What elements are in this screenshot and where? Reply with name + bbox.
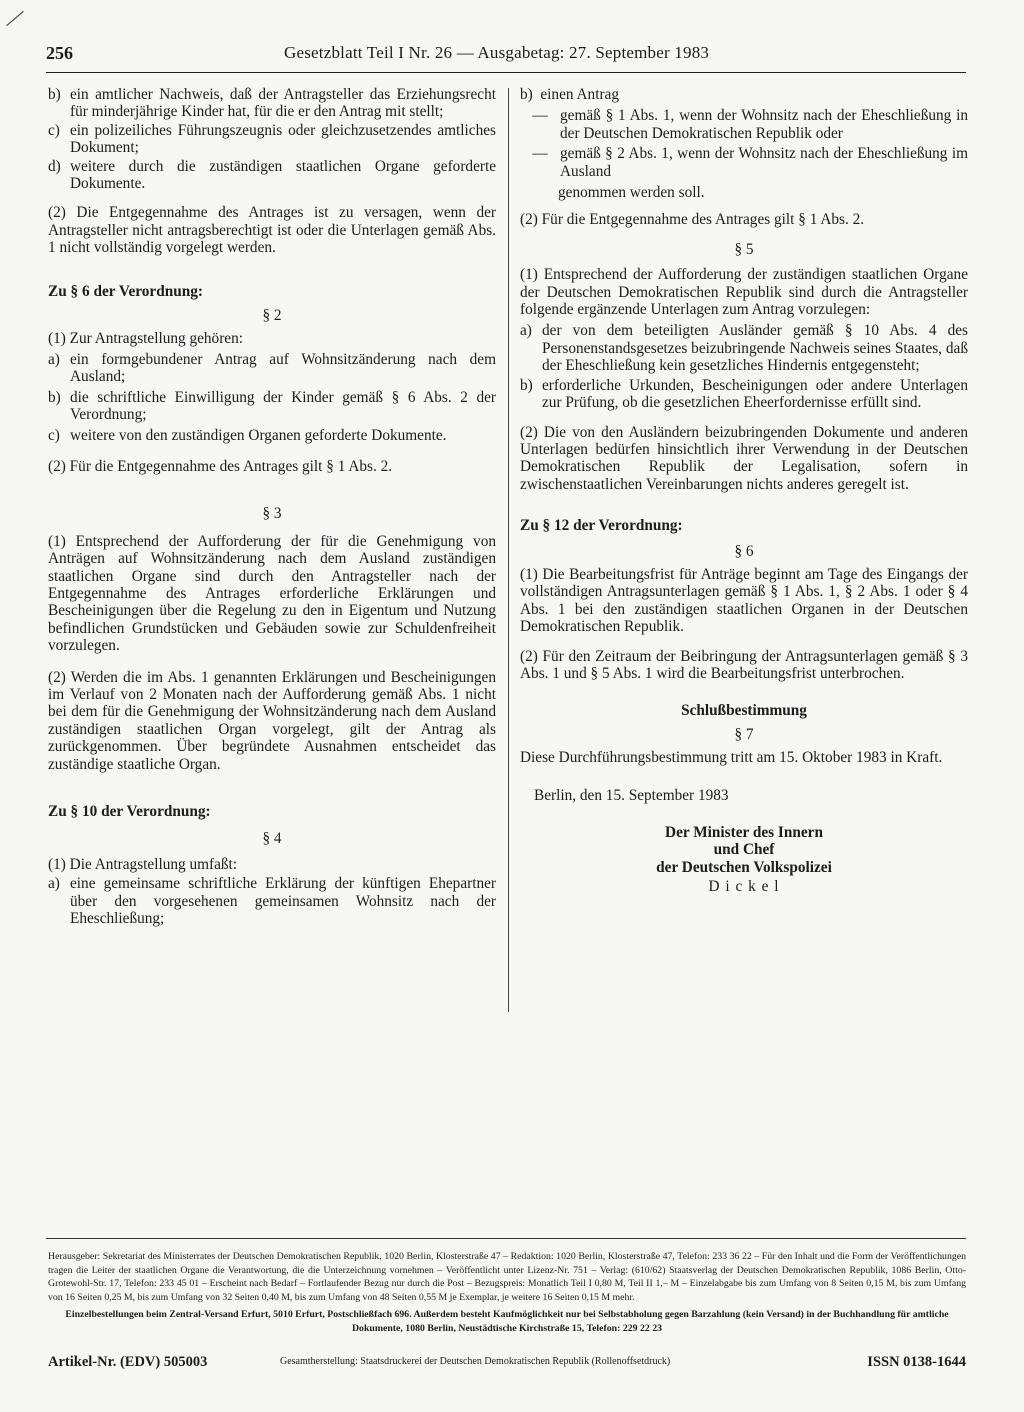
date-line: Berlin, den 15. September 1983 [534, 786, 729, 804]
paragraph: (1) Die Antragstellung umfaßt: [48, 855, 238, 873]
list-item [48, 351, 496, 386]
item-label: — [532, 145, 548, 163]
paragraph-number: § 3 [262, 505, 282, 523]
running-head: Gesetzblatt Teil I Nr. 26 — Ausgabetag: 27. September 1983 [284, 43, 710, 62]
item-label: d) [48, 157, 61, 175]
dash-item [520, 145, 968, 180]
signature-title: Der Minister des Innern [665, 824, 823, 841]
paragraph-number: § 4 [262, 830, 282, 848]
list-item [48, 389, 496, 424]
paragraph: (1) Zur Antragstellung gehören: [48, 330, 243, 348]
list-item [520, 322, 968, 374]
section-heading: Zu § 10 der Verordnung: [48, 803, 211, 820]
orders-text: Einzelbestellungen beim Zentral-Versand Erfurt, 5010 Erfurt, Postschließfach 696. Außerdem besteht Kaufmöglichkeit nur bei Selbstabholung gegen Barzahlung (kein Versand) in der Buchhandlung für amtliche Dokumente, 1080 Berlin, Neustädtische Kirchstraße 15, Telefon: 229 22 23 [65, 1309, 949, 1334]
list-item [48, 158, 496, 193]
section-heading: Zu § 6 der Verordnung: [48, 282, 203, 300]
item-label: b) [48, 388, 61, 406]
paragraph-number: § 2 [262, 307, 282, 325]
paragraph: (1) Die Bearbeitungsfrist für Anträge beginnt am Tage des Eingangs der vollständigen Antragsunterlagen gemäß § 1 Abs. 1, § 2 Abs. 1 oder § 4 Abs. 1 bei den zuständigen staatlichen Organen in der Deutschen Demokratischen Republik. [520, 565, 968, 636]
item-label: c) [48, 121, 60, 139]
paragraph: Diese Durchführungsbestimmung tritt am 15. Oktober 1983 in Kraft. [520, 749, 943, 767]
item-text: der von dem beteiligten Ausländer gemäß § 10 Abs. 4 des Personenstandsgesetzes beizubringende Nachweis seines Staates, daß der Eheschließung kein gesetzliches Hindernis entgegensteht; [542, 322, 968, 375]
item-text: ein amtlicher Nachweis, daß der Antragsteller das Erziehungsrecht für minderjährige Kinder hat, für die er den Antrag mit stellt; [70, 86, 496, 121]
list-item [48, 86, 496, 121]
paragraph-number: § 5 [734, 240, 754, 258]
imprint-text: Herausgeber: Sekretariat des Ministerrates der Deutschen Demokratischen Republik, 1020 Berlin, Klosterstraße 47 – Redaktion: 1020 Berlin, Klosterstraße 47, Telefon: 233 36 22 – Für den Inhalt und die Form der Veröffentlichungen tragen die Leiter der staatlichen Organe die Verantwortung, die die Unterzeichnung vornehmen – Veröffentlicht unter Lizenz-Nr. 751 – Verlag: (610/62) Staatsverlag der Deutschen Demokratischen Republik, 1086 Berlin, Otto-Grotewohl-Str. 17, Telefon: 233 45 01 – Erscheint nach Bedarf – Fortlaufender Bezug nur durch die Post – Bezugspreis: Monatlich Teil I 0,80 M, Teil II 1,– M – Einzelabgabe bis zum Umfang von 8 Seiten 0,15 M, bis zum Umfang von 16 Seiten 0,25 M, bis zum Umfang von 32 Seiten 0,40 M, bis zum Umfang von 48 Seiten 0,55 M je Exemplar, je weitere 16 Seiten 0,15 M mehr. [48, 1251, 966, 1303]
footer-rule [46, 1238, 966, 1239]
paragraph: genommen werden soll. [558, 184, 705, 202]
item-label: b) [520, 376, 533, 394]
item-label: a) [48, 350, 60, 368]
paragraph-number: § 6 [734, 542, 754, 560]
paragraph: (2) Für die Entgegennahme des Antrages gilt § 1 Abs. 2. [520, 211, 865, 229]
list-item: b) einen Antrag [520, 86, 619, 103]
paragraph: (2) Für die Entgegennahme des Antrages gilt § 1 Abs. 2. [48, 457, 393, 475]
item-text: erforderliche Urkunden, Bescheinigungen oder andere Unterlagen zur Prüfung, ob die gesetzlichen Eheerfordernisse erfüllt sind. [542, 376, 968, 412]
section-heading: Zu § 12 der Verordnung: [520, 517, 683, 535]
signature-title: und Chef [713, 841, 775, 859]
signature-title: der Deutschen Volkspolizei [656, 858, 832, 876]
item-text: gemäß § 1 Abs. 1, wenn der Wohnsitz nach der Eheschließung in der Deutschen Demokratischen Republik oder [560, 107, 968, 142]
paragraph: (2) Die Entgegennahme des Antrages ist zu versagen, wenn der Antragsteller nicht antragsberechtigt ist oder die Unterlagen gemäß Abs. 1 nicht vollständig vorgelegt werden. [48, 204, 496, 257]
item-text: weitere von den zuständigen Organen geforderte Dokumente. [70, 426, 447, 444]
item-text: die schriftliche Einwilligung der Kinder gemäß § 6 Abs. 2 der Verordnung; [70, 388, 496, 424]
item-label: c) [48, 426, 60, 444]
page-header [46, 40, 966, 73]
paragraph: (2) Die von den Ausländern beizubringenden Dokumente und anderen Unterlagen bedürfen hinsichtlich ihrer Verwendung in der Deutschen Demokratischen Republik der Legalisation, sofern in zwischenstaatlichen Vereinbarungen nichts anderes geregelt ist. [520, 423, 968, 493]
dash-item [520, 107, 968, 142]
article-number: Artikel-Nr. (EDV) 505003 [48, 1354, 208, 1370]
page-number: 256 [46, 43, 73, 63]
item-label: b) [48, 86, 61, 103]
item-text: weitere durch die zuständigen staatlichen Organe geforderte Dokumente. [70, 157, 496, 193]
pencil-mark [6, 11, 23, 26]
issn: ISSN 0138-1644 [867, 1354, 966, 1370]
printer-note: Gesamtherstellung: Staatsdruckerei der Deutschen Demokratischen Republik (Rollenoffsetdruck) [280, 1356, 671, 1367]
list-item [48, 875, 496, 927]
left-column [48, 86, 496, 927]
paragraph: (1) Entsprechend der Aufforderung der für die Genehmigung von Anträgen auf Wohnsitzänderung nach dem Ausland zuständigen staatlichen Organe sind durch den Antragsteller nach der Entgegennahme des Antrages erforderliche Erklärungen und Bescheinigungen über die Regelung zu den in Eigentum und Nutzung befindlichen Grundstücken und Gebäuden sowie zur Schuldenfreiheit vorzulegen. [48, 532, 496, 655]
paragraph-number: § 7 [734, 725, 754, 743]
signature-name: D i c k e l [708, 878, 780, 896]
footer-imprint [48, 1250, 966, 1336]
item-label: a) [520, 322, 532, 340]
list-item [48, 122, 496, 157]
item-text: ein polizeiliches Führungszeugnis oder gleichzusetzendes amtliches Dokument; [70, 121, 496, 157]
column-divider [508, 88, 509, 1012]
list-item [520, 377, 968, 412]
item-label: — [532, 107, 548, 125]
footer-bottom [48, 1352, 966, 1376]
item-label: a) [48, 875, 60, 893]
right-column [520, 86, 968, 896]
list-item [48, 427, 496, 444]
section-heading: Schlußbestimmung [681, 702, 807, 720]
paragraph: (2) Für den Zeitraum der Beibringung der Antragsunterlagen gemäß § 3 Abs. 1 und § 5 Abs. 1 wird die Bearbeitungsfrist unterbrochen. [520, 647, 968, 682]
item-text: gemäß § 2 Abs. 1, wenn der Wohnsitz nach der Eheschließung im Ausland [560, 145, 968, 180]
paragraph: (2) Werden die im Abs. 1 genannten Erklärungen und Bescheinigungen im Verlauf von 2 Monaten nach der Aufforderung gemäß Abs. 1 nicht bei dem für die Genehmigung der Wohnsitzänderung nach dem Ausland zuständigen staatlichen Organ vorgelegt, gilt der Antrag als zurückgenommen. Über begründete Ausnahmen entscheidet das zuständige staatliche Organ. [48, 668, 496, 773]
item-text: eine gemeinsame schriftliche Erklärung der künftigen Ehepartner über den vorgesehenen gemeinsamen Wohnsitz nach der Eheschließung; [70, 875, 496, 928]
item-text: ein formgebundener Antrag auf Wohnsitzänderung nach dem Ausland; [70, 350, 496, 386]
paragraph: (1) Entsprechend der Aufforderung der zuständigen staatlichen Organe der Deutschen Demokratischen Republik sind durch die Antragsteller folgende ergänzende Unterlagen zum Antrag vorzulegen: [520, 266, 968, 319]
